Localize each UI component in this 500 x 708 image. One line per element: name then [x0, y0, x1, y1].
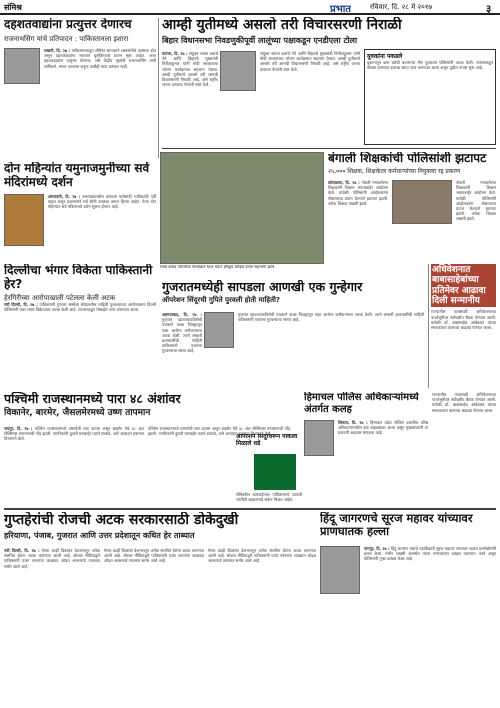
headline: गुप्तहेरांची रोजची अटक सरकारसाठी डोकेदुखी [4, 512, 239, 528]
photo-person [4, 48, 40, 84]
photo-accused [204, 312, 234, 348]
article-spy-arrests [4, 512, 316, 704]
headline: हिंदू जागरणचे सूरज महावर यांच्यावर प्राणघातक हल्ला [320, 512, 473, 539]
headline: दिल्लीचा भंगार विकेता पाकिस्तानी हेर? [4, 264, 153, 291]
headline: पश्चिमी राजस्थानमध्ये पारा ४८ अंशांवर [4, 392, 181, 406]
body-text: नवी दिल्ली, दि. २७ : पाकिस्तानी गुप्तचर संस्थेला संवेदनशील माहिती पुरवल्याच्या आरोपावरून दिल्ली पोलिसांनी एका भंगार विक्रेत्याला अटक केली आहे. त्याच्याकडून मोबाईल जप्त करण्यात आला. [4, 302, 156, 313]
photo-feature [160, 152, 324, 276]
body-text-2: संयुक्त जनता दलाचे नेते आणि बिहारचे मुख्यमंत्री नितीशकुमार यांनी मोदी सरकारच्या भोजन कार्यक्रमात सहभाग घेतला. आम्ही युतीमध्ये असलो तरी आमची विचारसरणी निराळी आहे, असे राष्ट्रीय जनता दलाच्या नेत्यांनी स्पष्ट केले. [260, 51, 360, 72]
section-label: संमिश्र [4, 3, 22, 12]
article-himachal-police [304, 392, 428, 504]
photo-victim [320, 546, 360, 594]
photo-temple [4, 194, 44, 246]
flag-icon [240, 454, 296, 490]
photo-politician [220, 51, 256, 91]
article-bengal-teachers [328, 152, 496, 260]
headline: अधिवेशनात बाबासाहेबांच्या प्रतिमेवर आढावा दिली सन्मानीय [431, 264, 496, 307]
body-text-right-column: राज्यातील पावसाळी अधिवेशनाच्या पार्श्वभूमीवर सर्वपक्षीय बैठक घेण्यात आली. यावेळी डॉ. बाबासाहेब आंबेडकर यांच्या स्मारकाच्या कामाचा आढावा घेण्यात आला. [432, 392, 496, 413]
body-text-2: पश्चिम राजस्थानमध्ये उष्णतेची लाट कायम असून बाडमेर येथे ४८ अंश सेल्सियस तापमानाची नोंद झाली. नागरिकांनी दुपारी घराबाहेर पडणे टाळावे, असे आवाहन हवामान विभागाने केले. [148, 426, 290, 437]
headline: गुजरातमध्येही सापडला आणखी एक गुन्हेगार [162, 280, 363, 294]
headline: हिमाचल पोलिस अधिकाऱ्यांमध्ये अंतर्गत कलह [304, 392, 419, 415]
body-text: अमरावती, दि. २७ : उत्तराखंडमधील चारधाम यात्रेसाठी भाविकांची गर्दी वाढत असून प्रशासनाने सर्व सोयी उपलब्ध करून दिल्या आहेत. येत्या दोन महिन्यांत सर्व मंदिरांमध्ये दर्शन सुलभ होणार आहे. [48, 194, 156, 210]
box-body: दुकानातून दारू खरेदी करणाऱ्या तीन युवकांना पोलिसांनी अटक केली. त्यांच्याकडून मोठ्या प्रमाणात दारूचा साठा जप्त करण्यात आला असून पुढील तपास सुरू आहे. [367, 60, 493, 71]
body-text: पाटणा, दि. २७ : संयुक्त जनता दलाचे नेते आणि बिहारचे मुख्यमंत्री नितीशकुमार यांनी मोदी सरकारच्या भोजन कार्यक्रमात सहभाग घेतला. आम्ही युतीमध्ये असलो तरी आमची विचारसरणी निराळी आहे, असे राष्ट्रीय जनता दलाच्या नेत्यांनी स्पष्ट केले. [162, 51, 218, 88]
body-text-2: गुजरात दहशतवादविरोधी पथकाने कच्छ जिल्ह्यातून एका आरोग्य कर्मचाऱ्याला अटक केली. त्याने लष्करी हालचालींची माहिती पाकिस्तानी एजंटला पुरवल्याचा संशय आहे. [238, 312, 424, 323]
body-text: नवी दिल्ली, दि. २७ : गेल्या काही दिवसांत देशभरातून अनेक संशयित हेरांना अटक करण्यात आली आहे. सोशल मीडियाद्वारे पाकिस्तानी एजंट तरुणांना जाळ्यात ओढत असल्याचे तपासात समोर आले आहे. [4, 548, 100, 569]
subhead: हेरगिरीच्या आरोपाखाली पटेलला केली अटक [4, 293, 116, 302]
headline: बंगाली शिक्षकांची पोलिसांशी झटापट [328, 152, 487, 165]
article-attack [320, 512, 496, 704]
headline: ऑपरेशन सिंदूरवरून पाकला मिळाले धडे [236, 434, 298, 447]
article-gujarat [162, 280, 424, 386]
body-text: राज्यातील पावसाळी अधिवेशनाच्या पार्श्वभूमीवर सर्वपक्षीय बैठक घेण्यात आली. यावेळी डॉ. बाबासाहेब आंबेडकर यांच्या स्मारकाच्या कामाचा आढावा घेण्यात आला. [431, 309, 496, 330]
body-text-3: गेल्या काही दिवसांत देशभरातून अनेक संशयित हेरांना अटक करण्यात आली आहे. सोशल मीडियाद्वारे पाकिस्तानी एजंट तरुणांना जाळ्यात ओढत असल्याचे तपासात समोर आले आहे. [208, 548, 316, 564]
body-text-2: नोकरी गमावलेल्या शिक्षकांनी शिक्षण भवनाबाहेर आंदोलन केले. यावेळी पोलिसांनी आंदोलकांना रोखण्याचा प्रयत्न केल्याने झटापट झाली. अनेक शिक्षक जखमी झाले. [456, 180, 496, 222]
photo-protest [392, 180, 452, 224]
body-text: लखनौ, दि. २७ : पाकिस्तानकडून सीमेवर सातत्याने शस्त्रसंधीचे उल्लंघन होत असून दहशतवाद्यांना भारतात घुसविण्याचे प्रयत्न सुरू आहेत. अशा दहशतवाद्यांना प्रत्युत्तर देणारच, असे केंद्रीय गृहमंत्री राजनाथसिंग यांनी सांगितले. भारत आपल्या शत्रूंना कधीही माफ करणार नाही. [44, 48, 156, 69]
subhead: विकानेर, बारमेर, जैसलमेरमध्ये उष्ण तापमान [4, 408, 151, 419]
box-note [364, 49, 496, 145]
headline: दोन महिन्यांत यमुनाजमुनीच्या सर्व मंदिरांमध्ये दर्शन [4, 162, 150, 189]
subhead: २५,००० शिक्षक, शिक्षकेतर कर्मचाऱ्यांच्या नियुक्त्या रद्द प्रकरण [328, 167, 461, 175]
photo-officer [304, 420, 334, 456]
body-text: नागपूर, दि. २७ : हिंदू जागरण मंचाचे पदाधिकारी सूरज महावर यांच्यावर अज्ञात हल्लेखोरांनी हल्ला केला. गंभीर जखमी अवस्थेत त्यांना रुग्णालयात दाखल करण्यात आले असून पोलिसांनी गुन्हा दाखल केला आहे. [364, 546, 496, 562]
body-text: शिमला, दि. २७ : हिमाचल प्रदेश पोलिस दलातील वरिष्ठ अधिकाऱ्यांमधील वाद चव्हाट्यावर आला असून मुख्यमंत्र्यांनी या प्रकरणी अहवाल मागवला आहे. [338, 420, 428, 436]
article-session [428, 264, 496, 388]
paper-logo: प्रभात [330, 4, 352, 15]
article-left-top [4, 18, 156, 158]
subhead: हरियाणा, पंजाब, गुजरात आणि उत्तर प्रदेशातून कथित हेर ताब्यात [4, 531, 195, 541]
photo-caption: शिख बांधव पारंपरिक पोशाखात ध्वज घेऊन हेमकुंड साहिब यात्रेत सहभागी झाले. [160, 265, 276, 269]
page-number: ३ [486, 4, 492, 15]
article-temples [4, 162, 156, 260]
headline: दहशतवाद्यांना प्रत्युत्तर देणारच [4, 18, 132, 31]
headline: आम्ही युतीमध्ये असलो तरी विचारसरणी निराळी [162, 17, 402, 33]
issue-date: रविवार, दि. २८ मे २०१७ [370, 3, 433, 11]
body-text: सीमेवरील कारवाईनंतर पाकिस्तानने आपली रणनीती बदलल्याचे संकेत मिळत आहेत. [236, 492, 302, 503]
article-pak-lessons [236, 434, 302, 504]
body-text-2: गेल्या काही दिवसांत देशभरातून अनेक संशयित हेरांना अटक करण्यात आली आहे. सोशल मीडियाद्वारे पाकिस्तानी एजंट तरुणांना जाळ्यात ओढत असल्याचे तपासात समोर आले आहे. [104, 548, 204, 564]
body-text: अहमदाबाद, दि. २७ : गुजरात दहशतवादविरोधी पथकाने कच्छ जिल्ह्यातून एका आरोग्य कर्मचाऱ्याला अटक केली. त्याने लष्करी हालचालींची माहिती पाकिस्तानी एजंटला पुरवल्याचा संशय आहे. [162, 312, 202, 354]
body-text: कोलकाता, दि. २७ : नोकरी गमावलेल्या शिक्षकांनी शिक्षण भवनाबाहेर आंदोलन केले. यावेळी पोलिसांनी आंदोलकांना रोखण्याचा प्रयत्न केल्याने झटापट झाली. अनेक शिक्षक जखमी झाले. [328, 180, 388, 206]
subhead: राजनाथसिंग यांचे प्रतिपादन : पाकिस्तानला इशारा [4, 34, 129, 43]
body-text: जयपूर, दि. २७ : पश्चिम राजस्थानमध्ये उष्णतेची लाट कायम असून बाडमेर येथे ४८ अंश सेल्सियस तापमानाची नोंद झाली. नागरिकांनी दुपारी घराबाहेर पडणे टाळावे, असे आवाहन हवामान विभागाने केले. [4, 426, 144, 442]
subhead: ऑपरेशन सिंदूरची गुपिते पुरवली होती माहिती? [162, 296, 280, 305]
subhead: बिहार विधानसभा निवडणुकीपूर्वी लालूंच्या पक्षाकडून एनडीएला टोला [162, 36, 358, 46]
article-lead [162, 17, 496, 147]
masthead [0, 0, 500, 15]
article-delhi-spy [4, 264, 156, 364]
box-title: युवकांना पकडले [367, 53, 403, 60]
photo-procession [160, 152, 324, 264]
